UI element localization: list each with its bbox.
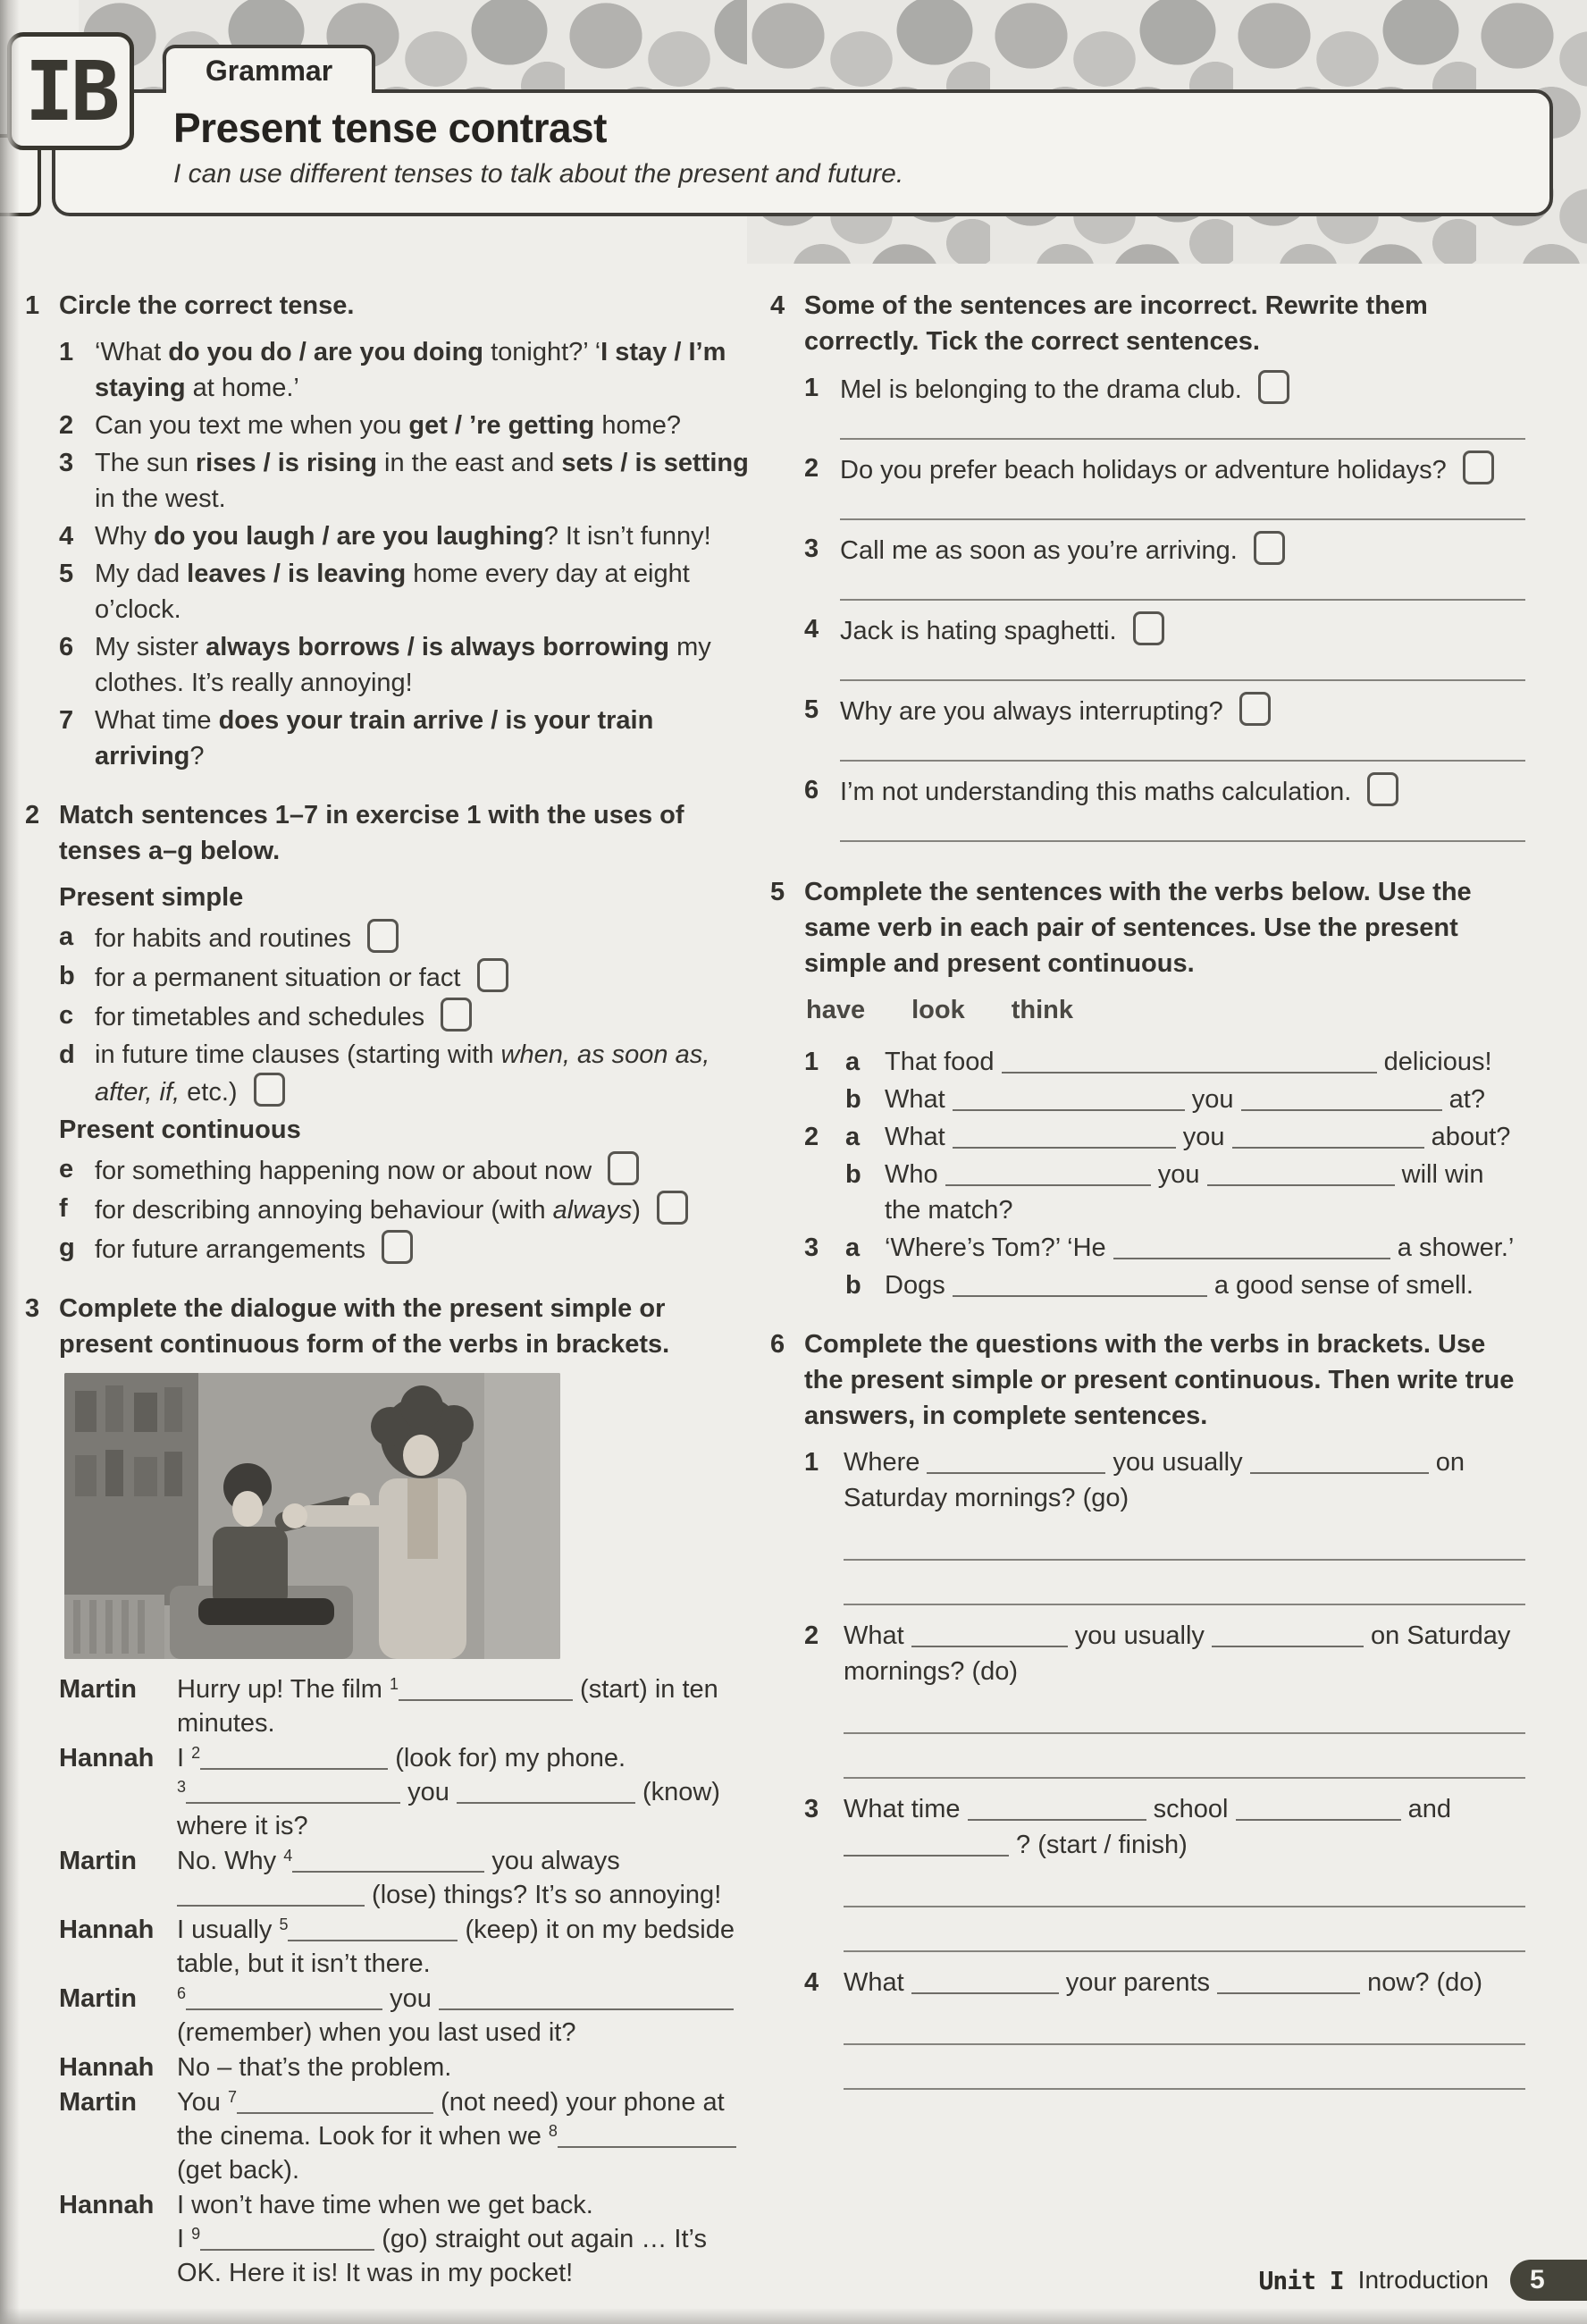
tick-checkbox[interactable] <box>1133 611 1164 645</box>
answer-line[interactable] <box>844 1877 1525 1907</box>
page-number: 5 <box>1530 2265 1545 2295</box>
exercise-6-instruction: Complete the questions with the verbs in brackets. Use the present simple or present continuous. Then write true answers, in complete sentences. <box>804 1330 1515 1431</box>
answer-line[interactable] <box>840 658 1525 681</box>
tick-checkbox[interactable] <box>1254 531 1285 565</box>
item-text: What you about? <box>885 1123 1511 1152</box>
footer-section-label: Introduction <box>1357 2266 1489 2294</box>
ex4-item <box>804 370 1525 450</box>
item-text: The sun rises / is rising in the east and sets / is setting in the west. <box>95 449 749 514</box>
item-text: Can you text me when you get / ’re getting home? <box>95 411 681 441</box>
ex1-item <box>59 334 749 406</box>
dialogue-line <box>59 2051 749 2085</box>
word-bank <box>806 992 1525 1028</box>
dialogue-line <box>59 2086 749 2188</box>
tick-checkbox[interactable] <box>382 1230 413 1264</box>
item-text: for describing annoying behaviour (with always) <box>95 1191 749 1228</box>
item-number: 5 <box>59 560 74 589</box>
answer-line[interactable] <box>840 497 1525 520</box>
ex4-item <box>804 692 1525 772</box>
item-letter: g <box>59 1234 75 1263</box>
footer-unit-label: Unit I <box>1258 2265 1344 2295</box>
item-text: in future time clauses (starting with when, as soon as, after, if, etc.) <box>95 1040 710 1107</box>
ex6-item <box>804 1444 1525 1605</box>
item-number: 3 <box>804 535 819 564</box>
answer-line[interactable] <box>844 1748 1525 1779</box>
item-letter: d <box>59 1040 75 1070</box>
item-number: 2 <box>804 1621 819 1651</box>
exercise-4-instruction: Some of the sentences are incorrect. Rewrite them correctly. Tick the correct sentences. <box>804 291 1428 357</box>
tick-checkbox[interactable] <box>1463 450 1494 484</box>
page-title: Present tense contrast <box>173 105 607 151</box>
ex6-item <box>804 1791 1525 1952</box>
tick-checkbox[interactable] <box>441 998 472 1031</box>
item-text: ‘What do you do / are you doing tonight?’ ‘I stay / I’m staying at home.’ <box>95 338 726 403</box>
item-letter: e <box>59 1155 74 1184</box>
speaker-name: Martin <box>59 2088 137 2118</box>
exercise-number: 6 <box>770 1330 785 1360</box>
item-number: 1 <box>804 1448 819 1478</box>
answer-line[interactable] <box>840 577 1525 601</box>
ex5-item <box>804 1119 1525 1155</box>
item-letter: b <box>845 1085 861 1115</box>
fill-in-blank[interactable] <box>292 1849 484 1873</box>
exercise-number: 3 <box>25 1294 40 1324</box>
dialogue-text: You $^7$ (not need) your phone at the cinema. Look for it when we $^8$ (get back). <box>177 2086 749 2188</box>
item-text: Where you usually on Saturday mornings? (go) <box>844 1448 1465 1513</box>
speaker-name: Martin <box>59 1847 137 1876</box>
item-letter: a <box>59 922 74 952</box>
item-number: 1 <box>804 374 819 403</box>
item-number <box>804 1267 845 1303</box>
tick-checkbox[interactable] <box>1367 772 1398 806</box>
dialogue-text: No – that’s the problem. <box>177 2053 452 2083</box>
item-letter: a <box>845 1234 861 1263</box>
ex5-item <box>804 1267 1525 1303</box>
answer-line[interactable] <box>844 2015 1525 2045</box>
dialogue-line <box>59 1914 749 1982</box>
item-number: 7 <box>59 706 74 736</box>
fill-in-blank[interactable] <box>1250 1451 1429 1474</box>
exercise-number: 4 <box>770 291 785 320</box>
answer-line[interactable] <box>844 1922 1525 1952</box>
item-number: 4 <box>804 615 819 644</box>
exercise-number: 5 <box>770 878 785 907</box>
item-text: for future arrangements <box>95 1230 749 1267</box>
ex5-item <box>804 1230 1525 1266</box>
dialogue-line <box>59 1742 749 1844</box>
answer-line[interactable] <box>840 738 1525 762</box>
speaker-name: Hannah <box>59 2191 155 2220</box>
ex6-item <box>804 1618 1525 1779</box>
ex5-item <box>804 1157 1525 1228</box>
page-number-badge <box>1510 2260 1587 2301</box>
speaker-name: Hannah <box>59 1916 155 1945</box>
tick-checkbox[interactable] <box>254 1073 285 1107</box>
ex4-item <box>804 531 1525 611</box>
fill-in-blank[interactable] <box>945 1163 1151 1186</box>
item-number: 2 <box>59 411 74 441</box>
fill-in-blank[interactable] <box>927 1451 1105 1474</box>
dialogue-text: I $^2$ (look for) my phone. $^3$ you (know) where it is? <box>177 1744 720 1841</box>
fill-in-blank[interactable] <box>1113 1236 1390 1259</box>
item-text: for habits and routines <box>95 919 749 956</box>
ex4-item <box>804 611 1525 692</box>
item-number: 1 <box>804 1048 819 1077</box>
exercise-5-instruction: Complete the sentences with the verbs below. Use the same verb in each pair of sentences. Use the present simple and present continuous. <box>804 878 1472 979</box>
item-text: Why do you laugh / are you laughing? It isn’t funny! <box>95 522 711 552</box>
fill-in-blank[interactable] <box>844 1833 1009 1857</box>
ex1-item <box>59 518 749 554</box>
ex2-item <box>59 1037 749 1110</box>
item-letter: b <box>845 1271 861 1301</box>
exercise-number: 1 <box>25 291 40 320</box>
fill-in-blank[interactable] <box>186 1781 400 1804</box>
item-number: 6 <box>59 633 74 662</box>
item-text: I’m not understanding this maths calculation. <box>840 772 1525 810</box>
tick-checkbox[interactable] <box>367 919 399 953</box>
fill-in-blank[interactable] <box>1241 1088 1442 1111</box>
item-letter: b <box>59 962 75 991</box>
ex1-item <box>59 408 749 443</box>
item-letter: f <box>59 1194 68 1224</box>
fill-in-blank[interactable] <box>558 2125 736 2148</box>
exercise-2-instruction: Match sentences 1–7 in exercise 1 with the uses of tenses a–g below. <box>59 801 684 866</box>
item-text: What time does your train arrive / is your train arriving? <box>95 706 654 771</box>
item-letter: a <box>845 1123 861 1152</box>
dialogue-photo <box>64 1373 560 1659</box>
ex6-item <box>804 1965 1525 2090</box>
exercise-1 <box>25 288 749 776</box>
right-column <box>770 288 1525 2124</box>
exercise-3-instruction: Complete the dialogue with the present simple or present continuous form of the verbs in brackets. <box>59 1294 670 1360</box>
dialogue-text: Hurry up! The film $^1$ (start) in ten minutes. <box>177 1675 718 1739</box>
page-footer <box>1259 2260 1587 2301</box>
fill-in-blank[interactable] <box>911 1624 1068 1647</box>
dialogue-text: I won’t have time when we get back. I $^9$ (go) straight out again … It’s OK. Here it is! It was in my pocket! <box>177 2191 707 2288</box>
item-text: Who you will win the match? <box>885 1160 1484 1225</box>
fill-in-blank[interactable] <box>186 1987 382 2010</box>
scan-edge-left <box>0 0 20 2324</box>
lesson-header-panel <box>52 89 1553 216</box>
speaker-name: Martin <box>59 1984 137 2014</box>
fill-in-blank[interactable] <box>1002 1050 1377 1074</box>
exercise-2 <box>25 797 749 1269</box>
exercise-number: 2 <box>25 801 40 830</box>
item-letter: b <box>845 1160 861 1190</box>
item-text: What you at? <box>885 1085 1485 1115</box>
ex2-item <box>59 1191 749 1228</box>
item-text: Mel is belonging to the drama club. <box>840 370 1525 408</box>
tick-checkbox[interactable] <box>1258 370 1289 404</box>
lesson-objective: I can use different tenses to talk about the present and future. <box>173 159 904 189</box>
dialogue-text: No. Why $^4$ you always (lose) things? It’s so annoying! <box>177 1847 722 1910</box>
dialogue-line <box>59 1845 749 1913</box>
dialogue-line <box>59 1673 749 1741</box>
item-number: 5 <box>804 695 819 725</box>
item-text: Do you prefer beach holidays or adventure holidays? <box>840 450 1525 488</box>
section-tab-grammar: Grammar <box>163 45 375 93</box>
item-text: What your parents now? (do) <box>844 1968 1483 1998</box>
exercise-3 <box>25 1291 749 2292</box>
item-text: What time school and ? (start / finish) <box>844 1795 1451 1860</box>
tick-checkbox[interactable] <box>1239 692 1271 726</box>
fill-in-blank[interactable] <box>439 1987 734 2010</box>
item-text: Jack is hating spaghetti. <box>840 611 1525 649</box>
ex4-item <box>804 772 1525 853</box>
fill-in-blank[interactable] <box>1232 1125 1424 1149</box>
fill-in-blank[interactable] <box>953 1274 1207 1297</box>
item-text: My dad leaves / is leaving home every day at eight o’clock. <box>95 560 690 625</box>
fill-in-blank[interactable] <box>968 1798 1146 1821</box>
item-number: 4 <box>804 1968 819 1998</box>
speaker-name: Hannah <box>59 2053 155 2083</box>
fill-in-blank[interactable] <box>911 1971 1059 1994</box>
speaker-name: Hannah <box>59 1744 155 1773</box>
ex2-item <box>59 919 749 956</box>
item-text: for something happening now or about now <box>95 1151 749 1189</box>
item-text: Why are you always interrupting? <box>840 692 1525 729</box>
tense-group-title: Present simple <box>59 883 244 913</box>
ex2-item <box>59 1230 749 1267</box>
tick-checkbox[interactable] <box>657 1191 688 1225</box>
item-number: 3 <box>804 1795 819 1824</box>
exercise-1-instruction: Circle the correct tense. <box>59 291 355 320</box>
answer-line[interactable] <box>840 417 1525 440</box>
fill-in-blank[interactable] <box>457 1781 635 1804</box>
fill-in-blank[interactable] <box>237 2091 433 2114</box>
unit-badge: IB <box>7 32 134 150</box>
fill-in-blank[interactable] <box>1207 1163 1395 1186</box>
ex1-item <box>59 556 749 627</box>
word-bank-item: think <box>1011 996 1074 1025</box>
word-bank-item: have <box>806 996 866 1025</box>
ex2-item <box>59 1151 749 1189</box>
tick-checkbox[interactable] <box>477 958 508 992</box>
item-number: 3 <box>804 1234 819 1263</box>
item-text: for a permanent situation or fact <box>95 958 749 996</box>
answer-line[interactable] <box>840 819 1525 842</box>
fill-in-blank[interactable] <box>1236 1798 1401 1821</box>
fill-in-blank[interactable] <box>953 1088 1185 1111</box>
item-letter: a <box>845 1048 861 1077</box>
ex5-item <box>804 1044 1525 1080</box>
item-number: 4 <box>59 522 74 552</box>
item-letter: c <box>59 1001 74 1031</box>
dialogue-line <box>59 2189 749 2291</box>
fill-in-blank[interactable] <box>200 2227 374 2251</box>
item-text: What you usually on Saturday mornings? (do) <box>844 1621 1511 1687</box>
item-number <box>804 1082 845 1117</box>
exercise-6 <box>770 1326 1525 2102</box>
fill-in-blank[interactable] <box>200 1747 388 1770</box>
fill-in-blank[interactable] <box>177 1883 365 1907</box>
answer-line[interactable] <box>844 1575 1525 1605</box>
item-text: ‘Where’s Tom?’ ‘He a shower.’ <box>885 1234 1515 1263</box>
fill-in-blank[interactable] <box>288 1918 458 1941</box>
ex1-item <box>59 629 749 701</box>
item-text: for timetables and schedules <box>95 998 749 1035</box>
ex1-item <box>59 703 749 774</box>
left-column <box>25 288 749 2313</box>
fill-in-blank[interactable] <box>953 1125 1176 1149</box>
fill-in-blank[interactable] <box>399 1678 573 1701</box>
item-text: That food delicious! <box>885 1048 1492 1077</box>
answer-line[interactable] <box>844 2059 1525 2090</box>
ex1-item <box>59 445 749 517</box>
item-number: 6 <box>804 776 819 805</box>
ex2-item <box>59 998 749 1035</box>
fill-in-blank[interactable] <box>1212 1624 1364 1647</box>
exercise-4 <box>770 288 1525 853</box>
item-text: My sister always borrows / is always borrowing my clothes. It’s really annoying! <box>95 633 711 698</box>
dialogue-text: I usually $^5$ (keep) it on my bedside table, but it isn’t there. <box>177 1916 735 1979</box>
word-bank-item: look <box>911 996 965 1025</box>
dialogue-line <box>59 1983 749 2050</box>
ex5-item <box>804 1082 1525 1117</box>
dialogue-text: $^6$ you (remember) when you last used it? <box>177 1983 749 2050</box>
item-number <box>804 1157 845 1228</box>
item-number: 2 <box>804 454 819 484</box>
fill-in-blank[interactable] <box>1217 1971 1360 1994</box>
ex4-item <box>804 450 1525 531</box>
item-number: 3 <box>59 449 74 478</box>
ex2-item <box>59 958 749 996</box>
item-text: Call me as soon as you’re arriving. <box>840 531 1525 568</box>
exercise-5 <box>770 874 1525 1305</box>
item-number: 2 <box>804 1123 819 1152</box>
answer-line[interactable] <box>844 1704 1525 1734</box>
tick-checkbox[interactable] <box>608 1151 639 1185</box>
item-text: Dogs a good sense of smell. <box>885 1271 1474 1301</box>
tense-group-title: Present continuous <box>59 1116 301 1145</box>
answer-line[interactable] <box>844 1530 1525 1561</box>
speaker-name: Martin <box>59 1675 137 1705</box>
item-number: 1 <box>59 338 74 367</box>
